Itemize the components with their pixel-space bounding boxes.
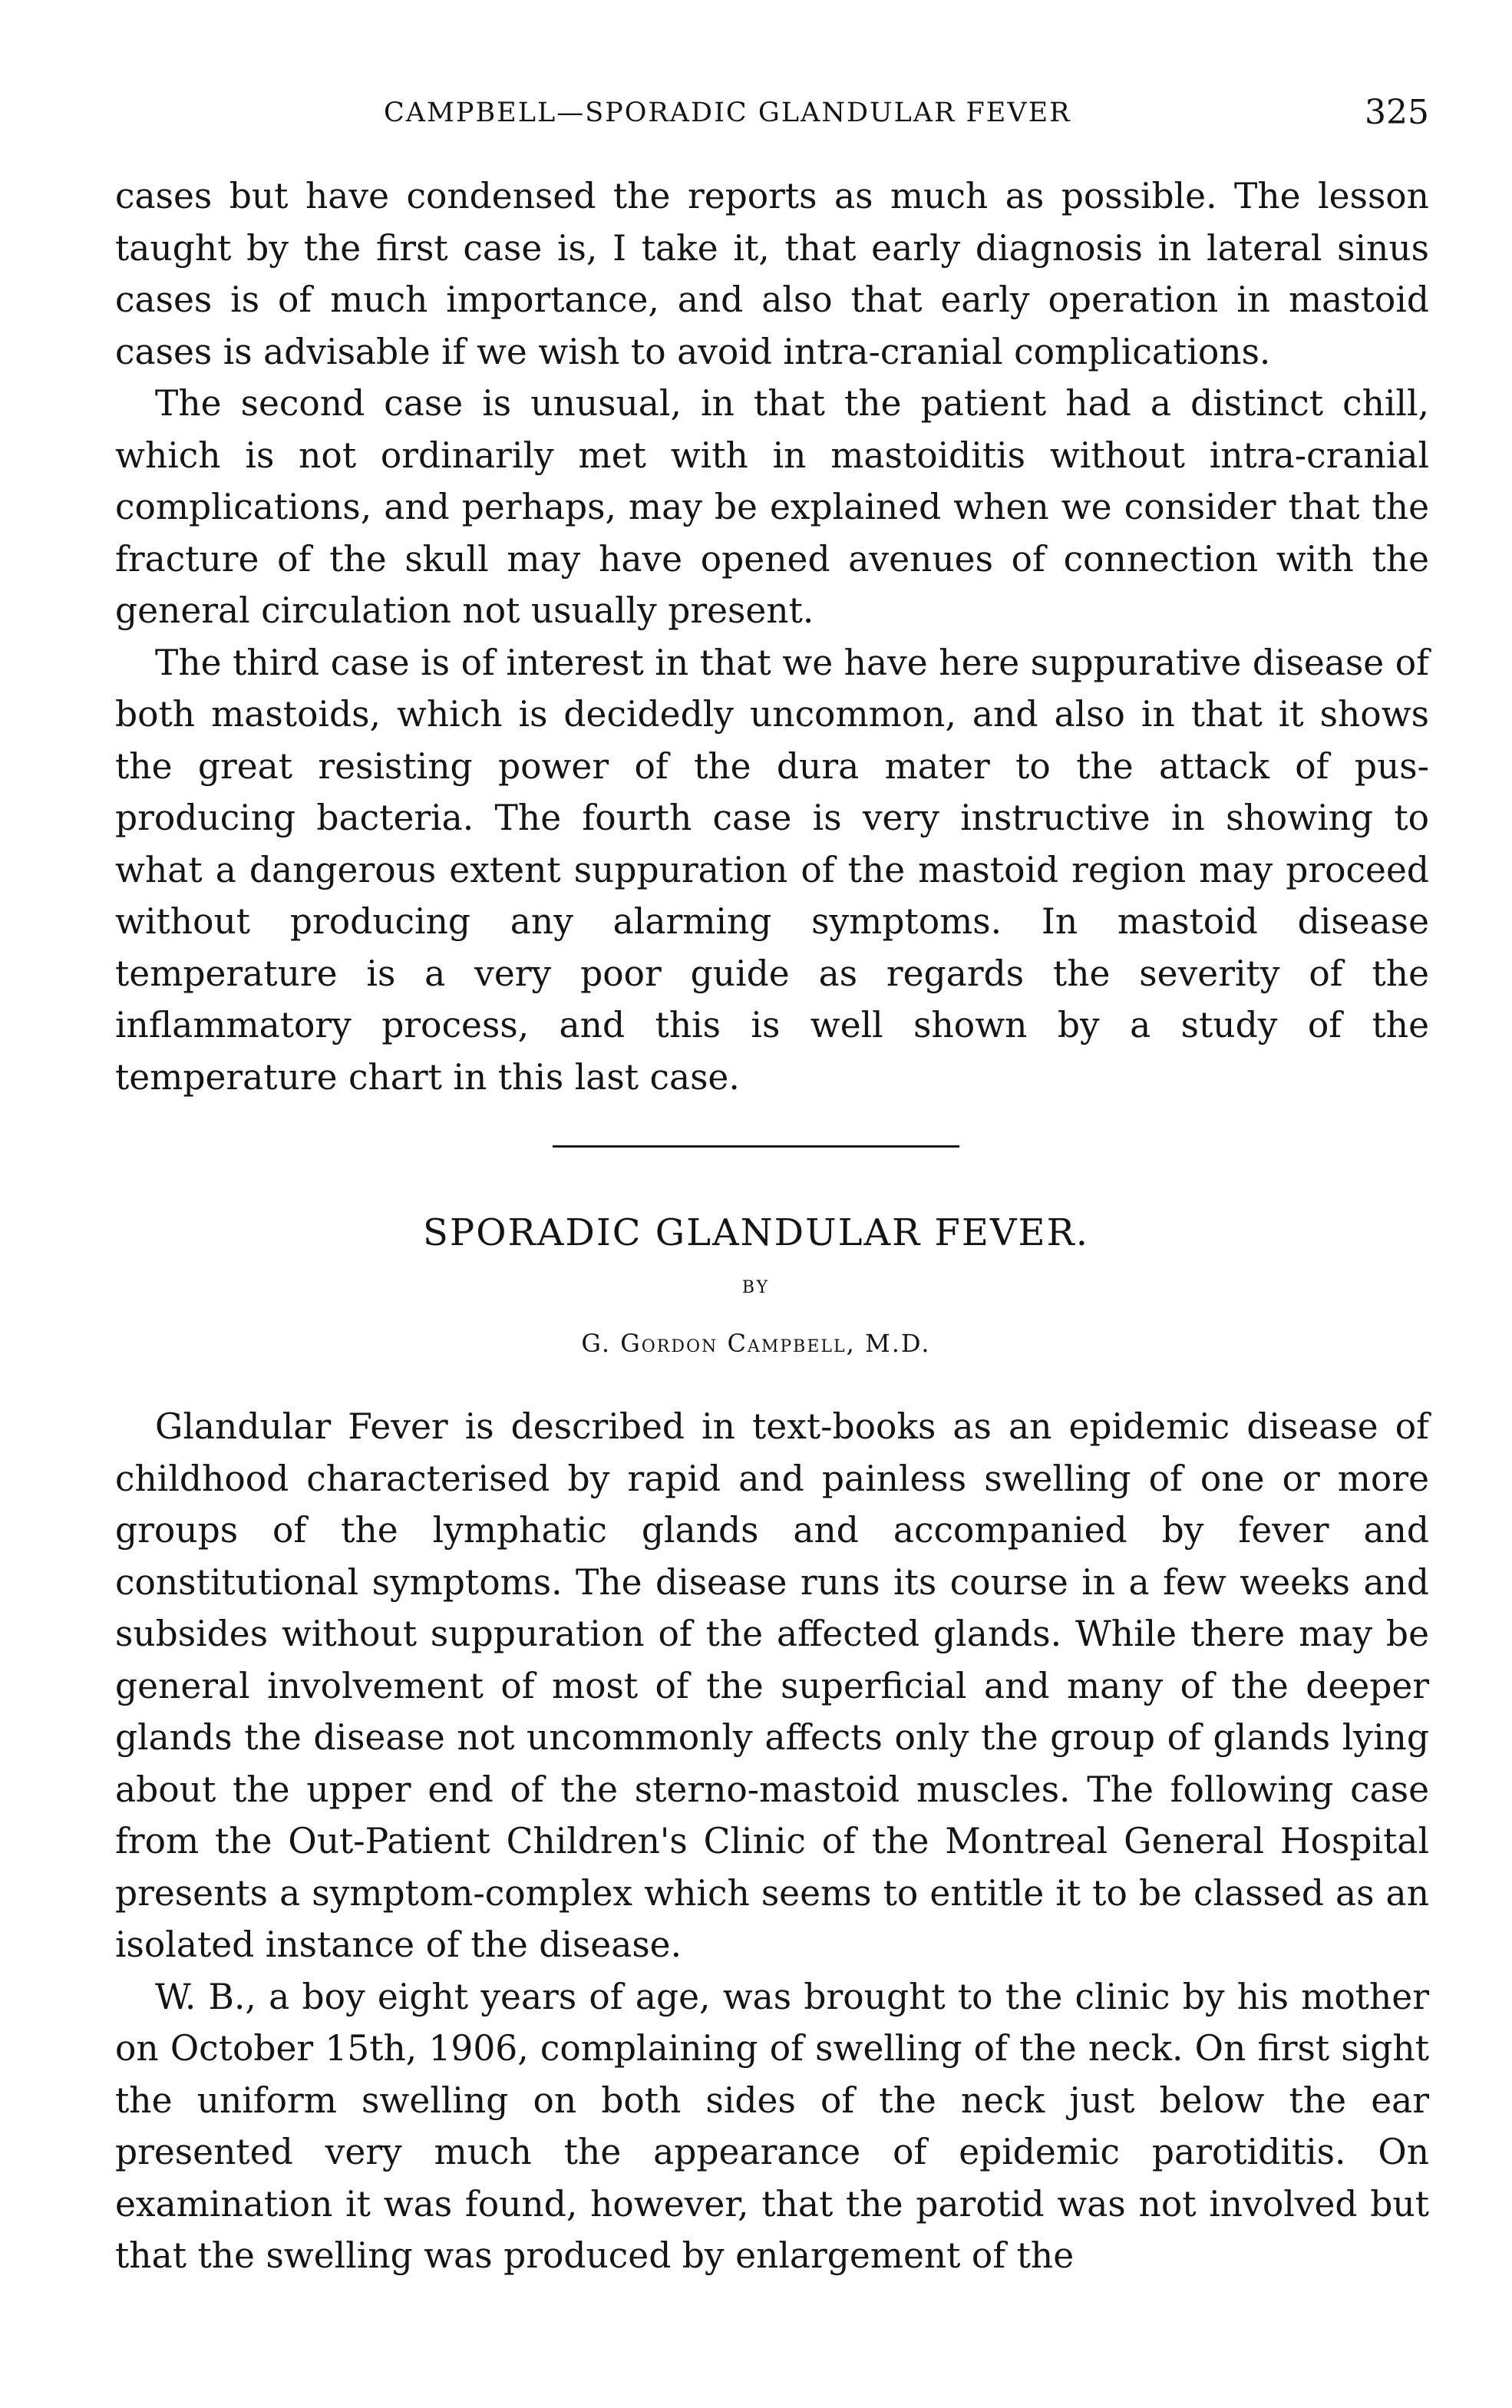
article-title: SPORADIC GLANDULAR FEVER.: [423, 1211, 1089, 1254]
section-divider: [553, 1145, 959, 1148]
continued-section: [115, 170, 1429, 1103]
running-title: CAMPBELL—SPORADIC GLANDULAR FEVER: [384, 97, 1071, 128]
running-head: [115, 86, 1429, 140]
paragraph: W. B., a boy eight years of age, was brought to the clinic by his mother on October 15th, 1906, complaining of swelling of the neck. On first sight the uniform swelling on both sides of the neck just below the ear presented very much the appearance of epidemic parotiditis. On examination it was found, however, that the parotid was not involved but that the swelling was produced by enlargement of the: [115, 1976, 1429, 2276]
paragraph: Glandular Fever is described in text-books as an epidemic disease of childhood characterised by rapid and painless swelling of one or more groups of the lymphatic glands and accompanied by fever and constitutional symptoms. The disease runs its course in a few weeks and subsides without suppuration of the affected glands. While there may be general involvement of most of the superficial and many of the deeper glands the disease not uncommonly affects only the group of glands lying about the upper end of the sterno-mastoid muscles. The following case from the Out-Patient Children's Clinic of the Montreal General Hospital presents a symptom-complex which seems to entitle it to be classed as an isolated instance of the disease.: [115, 1406, 1429, 1965]
paragraph: The third case is of interest in that we have here suppurative disease of both mastoids, which is decidedly uncommon, and also in that it shows the great resisting power of the dura mater to the attack of pus-producing bacteria. The fourth case is very instructive in showing to what a dangerous extent suppuration of the mastoid region may proceed without producing any alarming symptoms. In mastoid disease temperature is a very poor guide as regards the severity of the inflammatory process, and this is well shown by a study of the temperature chart in this last case.: [115, 642, 1429, 1098]
paragraph: cases but have condensed the reports as much as possible. The lesson taught by the first case is, I take it, that early diagnosis in lateral sinus cases is of much importance, and also that early operation in mastoid cases is advisable if we wish to avoid intra-cranial complications.: [115, 176, 1429, 372]
author-name: G. Gordon Campbell, M.D.: [581, 1329, 931, 1358]
article-body: [115, 1401, 1429, 2282]
page-number: 325: [1365, 93, 1429, 132]
byline: BY: [741, 1278, 771, 1297]
paragraph: The second case is unusual, in that the patient had a distinct chill, which is not ordinarily met with in mastoiditis without intra-cranial complications, and perhaps, may be explained when we consider that the fracture of the skull may have opened avenues of connection with the general circulation not usually present.: [115, 383, 1429, 631]
